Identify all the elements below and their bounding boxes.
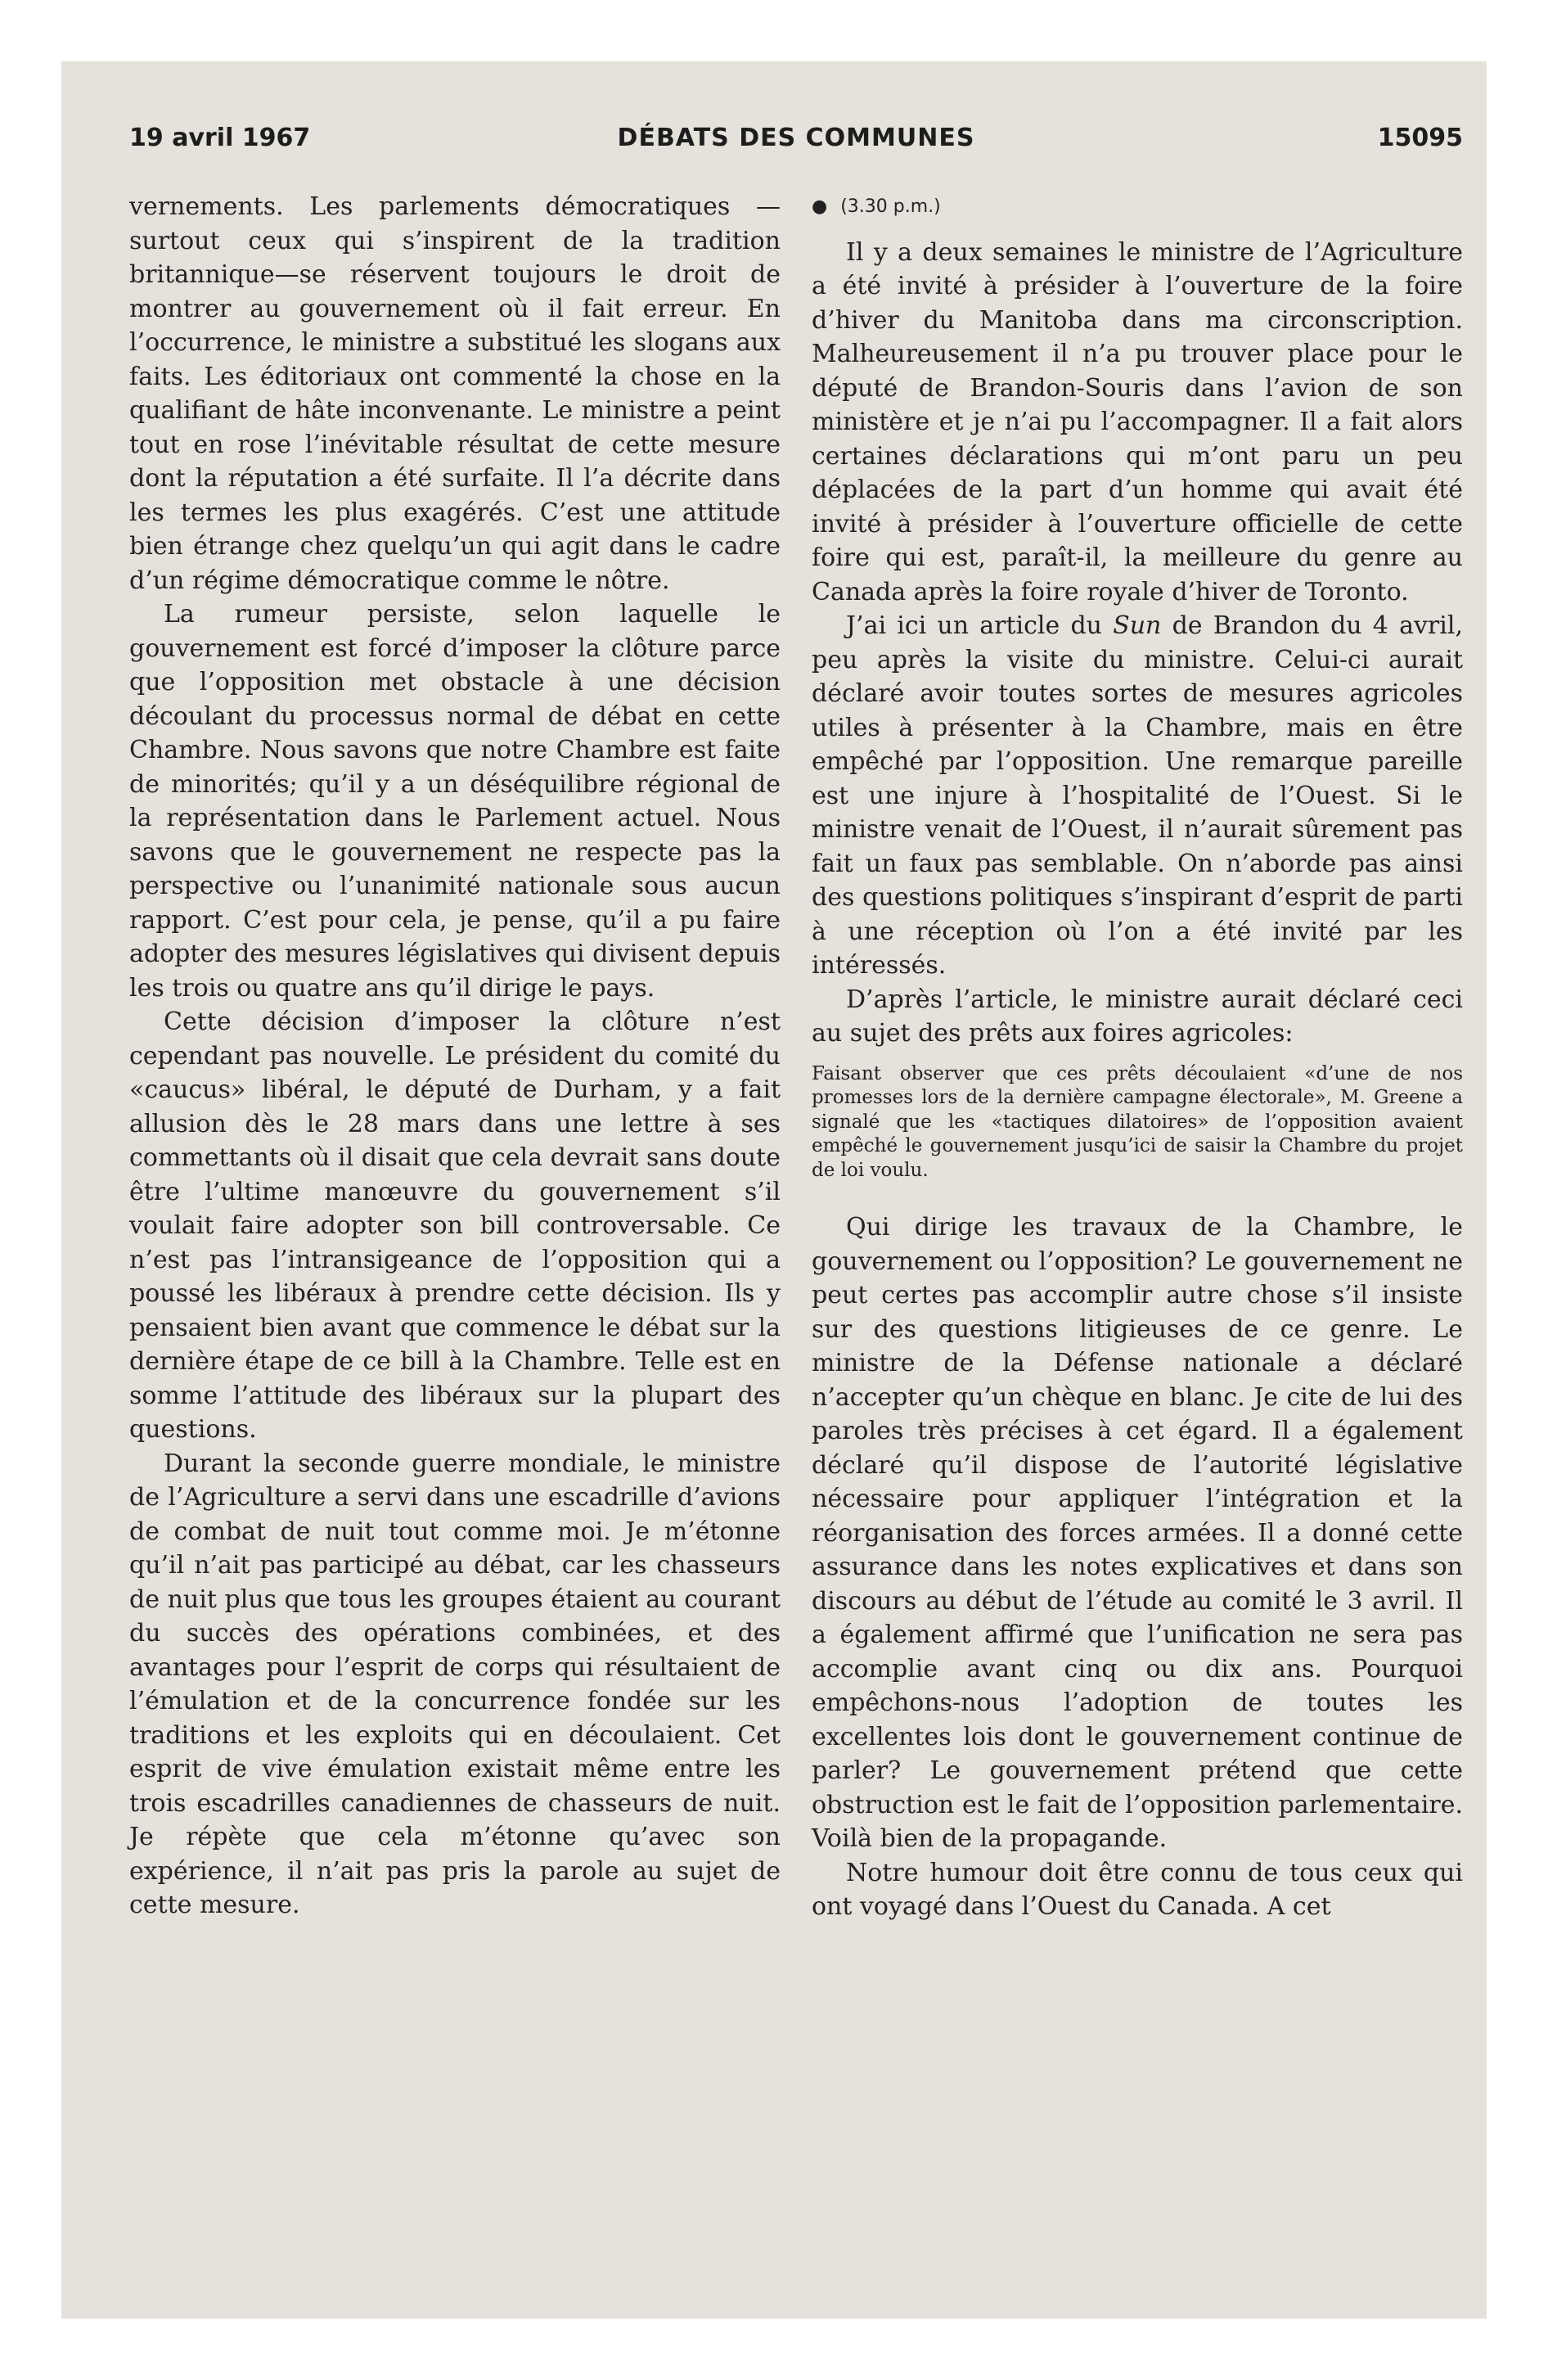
right-paragraph-1: Il y a deux semaines le ministre de l’Agriculture a été invité à présider à l’ouverture de la foire d’hiver du Manitoba dans ma circonscription. Malheureusement il n’a pu trouver place pour le député de Brandon-Souris dans l’avion de son ministère et je n’ai pu l’accompagner. Il a fait alors certaines déclarations qui m’ont paru un peu déplacées de la part d’un homme qui avait été invité à présider à l’ouverture officielle de cette foire qui est, paraît-il, la meilleure du genre au Canada après la foire royale d’hiver de Toronto. <box>812 237 1463 606</box>
page-number: 15095 <box>1377 124 1463 152</box>
right-paragraph-3: D’après l’article, le ministre aurait déclaré ceci au sujet des prêts aux foires agricoles: <box>812 985 1463 1048</box>
left-paragraph-2: La rumeur persiste, selon laquelle le gouvernement est forcé d’imposer la clôture parce que l’opposition met obstacle à une décision découlant du processus normal de débat en cette Chambre. Nous savons que notre Chambre est faite de minorités; qu’il y a un déséquilibre régional de la représentation dans le Parlement actuel. Nous savons que le gouvernement ne respecte pas la perspective ou l’unanimité nationale sous aucun rapport. C’est pour cela, je pense, qu’il a pu faire adopter des mesures législatives qui divisent depuis les trois ou quatre ans qu’il dirige le pays. <box>129 600 781 1003</box>
left-column <box>129 190 781 1922</box>
right-paragraph-4: Qui dirige les travaux de la Chambre, le gouvernement ou l’opposition? Le gouvernement ne peut certes pas accomplir autre chose s’il insiste sur des questions litigieuses de ce genre. Le ministre de la Défense nationale a déclaré n’accepter qu’un chèque en blanc. Je cite de lui des paroles très précises à cet égard. Il a également déclaré qu’il dispose de l’autorité législative nécessaire pour appliquer l’intégration et la réorganisation des forces armées. Il a donné cette assurance dans les notes explicatives et dans son discours au début de l’étude au comité le 3 avril. Il a également affirmé que l’unification ne sera pas accomplie avant cinq ou dix ans. Pourquoi empêchons-nous l’adoption de toutes les excellentes lois dont le gouvernement continue de parler? Le gouvernement prétend que cette obstruction est le fait de l’opposition parlementaire. Voilà bien de la propagande. <box>812 1213 1463 1853</box>
left-paragraph-3: Cette décision d’imposer la clôture n’est cependant pas nouvelle. Le président du comité du «caucus» libéral, le député de Durham, y a fait allusion dès le 28 mars dans une lettre à ses commettants où il disait que cela devrait sans doute être l’ultime manœuvre du gouvernement s’il voulait faire adopter son bill controversable. Ce n’est pas l’intransigeance de l’opposition qui a poussé les libéraux à prendre cette décision. Ils y pensaient bien avant que commence le débat sur la dernière étape de ce bill à la Chambre. Telle est en somme l’attitude des libéraux sur la plupart des questions. <box>129 1007 781 1444</box>
right-paragraph-5: Notre humour doit être connu de tous ceux qui ont voyagé dans l’Ouest du Canada. A cet <box>812 1858 1463 1921</box>
time-marker-text: (3.30 p.m.) <box>840 196 941 217</box>
right-column <box>812 190 1463 1924</box>
paragraph-text: J’ai ici un article du <box>846 611 1114 640</box>
right-paragraph-2 <box>812 609 1463 983</box>
header-date: 19 avril 1967 <box>129 124 311 152</box>
newspaper-name: Sun <box>1113 611 1162 640</box>
page-header <box>129 124 1463 165</box>
bullet-icon: ● <box>812 196 828 217</box>
time-marker <box>812 190 1463 224</box>
header-title: DÉBATS DES COMMUNES <box>617 124 975 152</box>
left-paragraph-4: Durant la seconde guerre mondiale, le ministre de l’Agriculture a servi dans une escadrille d’avions de combat de nuit tout comme moi. Je m’étonne qu’il n’ait pas participé au débat, car les chasseurs de nuit plus que tous les groupes étaient au courant du succès des opérations combinées, et des avantages pour l’esprit de corps qui résultaient de l’émulation et de la concurrence fondée sur les traditions et les exploits qui en découlaient. Cet esprit de vive émulation existait même entre les trois escadrilles canadiennes de chasseurs de nuit. Je répète que cela m’étonne qu’avec son expérience, il n’ait pas pris la parole au sujet de cette mesure. <box>129 1449 781 1919</box>
block-quote: Faisant observer que ces prêts découlaient «d’une de nos promesses lors de la dernière campagne électorale», M. Greene a signalé que les «tactiques dilatoires» de l’opposition avaient empêché le gouvernement jusqu’ici de saisir la Chambre du projet de loi voulu. <box>812 1062 1463 1181</box>
paragraph-text: de Brandon du 4 avril, peu après la visite du ministre. Celui-ci aurait déclaré avoir toutes sortes de mesures agricoles utiles à présenter à la Chambre, mais en être empêché par l’opposition. Une remarque pareille est une injure à l’hospitalité de l’Ouest. Si le ministre venait de l’Ouest, il n’aurait sûrement pas fait un faux pas semblable. On n’aborde pas ainsi des questions politiques s’inspirant d’esprit de parti à une réception où l’on a été invité par les intéressés. <box>812 611 1463 980</box>
left-paragraph-1: vernements. Les parlements démocratiques —surtout ceux qui s’inspirent de la tradition britannique—se réservent toujours le droit de montrer au gouvernement où il fait erreur. En l’occurrence, le ministre a substitué les slogans aux faits. Les éditoriaux ont commenté la chose en la qualifiant de hâte inconvenante. Le ministre a peint tout en rose l’inévitable résultat de cette mesure dont la réputation a été surfaite. Il l’a décrite dans les termes les plus exagérés. C’est une attitude bien étrange chez quelqu’un qui agit dans le cadre d’un régime démocratique comme le nôtre. <box>129 192 781 595</box>
